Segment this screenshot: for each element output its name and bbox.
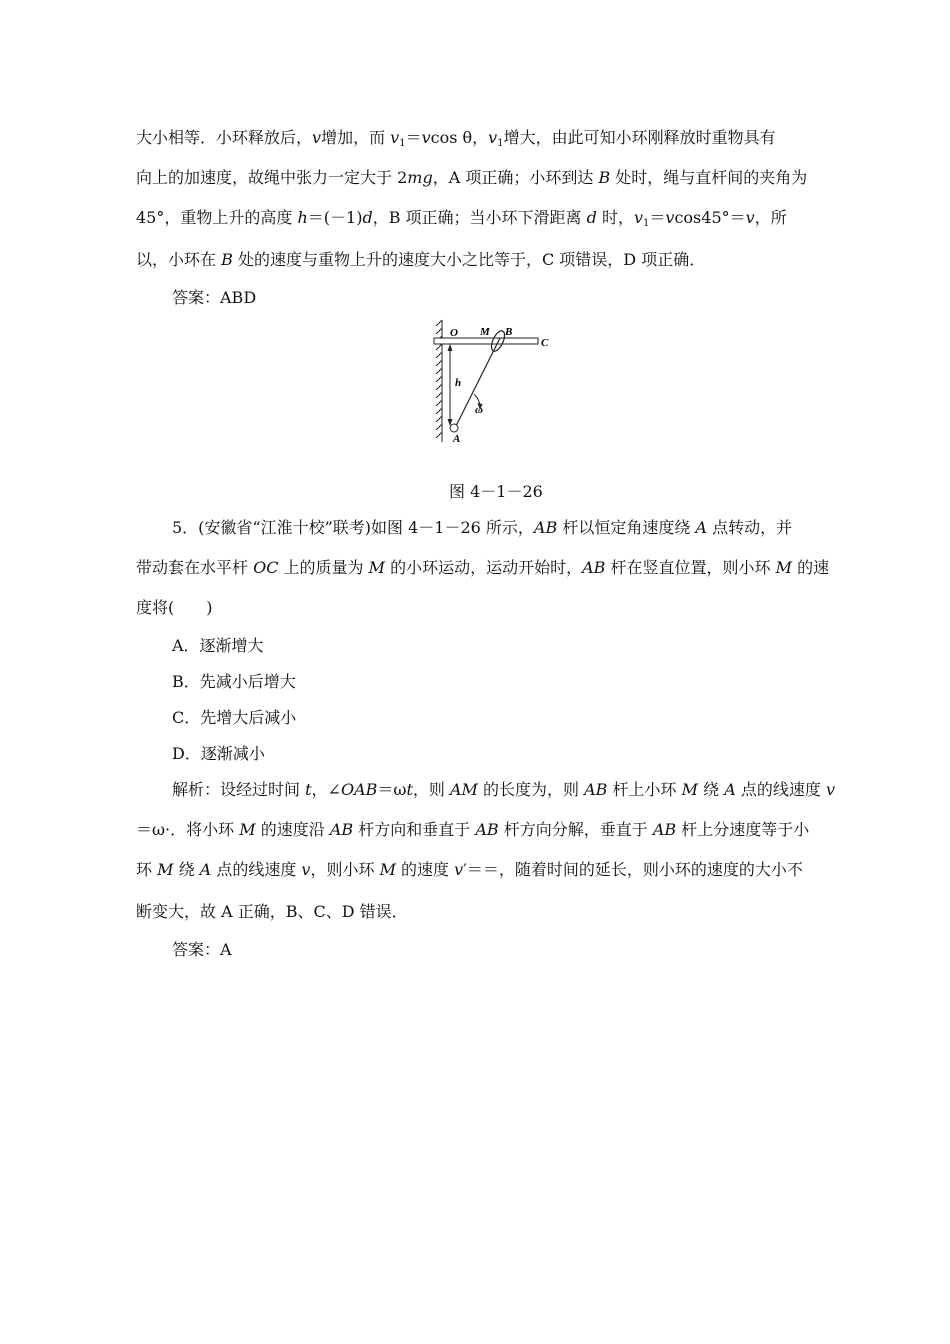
analysis-line-2: ＝ω·．将小环 M 的速度沿 AB 杆方向和垂直于 AB 杆方向分解，垂直于 AB 杆上分速度等于小 [136,820,810,839]
paragraph-line-2: 向上的加速度，故绳中张力一定大于 2mg，A 项正确；小环到达 B 处时，绳与直杆间的夹角为 [136,168,808,187]
pivot-a [450,424,458,432]
analysis-line-3: 环 M 绕 A 点的线速度 v，则小环 M 的速度 v′＝＝，随着时间的延长，则小环的速度的大小不 [136,860,803,879]
label-o: O [450,327,458,339]
label-omega: ω [475,404,483,416]
paragraph-line-1: 大小相等．小环释放后，v增加，而 $v_1=vcos$ θ，$v_1$增大，由此可知小环刚释放时重物具有 [136,128,776,149]
question-line-2: 带动套在水平杆 OC 上的质量为 M 的小环运动，运动开始时，AB 杆在竖直位置，则小环 M 的速 [136,558,830,577]
label-c: C [541,337,549,349]
paragraph-line-4: 以，小环在 B 处的速度与重物上升的速度大小之比等于，C 项错误，D 项正确． [136,250,706,269]
figure-rod-ring-diagram [428,314,558,449]
option-c: C．先增大后减小 [172,708,297,727]
label-b: B [505,326,513,338]
figure-caption: 图 4－1－26 [449,482,543,501]
arrowhead-up-icon [448,344,453,351]
option-b: B．先减小后增大 [172,672,296,691]
paragraph-line-3: 45°，重物上升的高度 h＝(－1)d，B 项正确；当小环下滑距离 d 时，$v_1=vcos45^\circ=v$，所 [136,208,787,229]
option-d: D．逐渐减小 [172,744,265,763]
label-h: h [455,377,462,389]
analysis-line-4: 断变大，故 A 正确，B、C、D 错误． [136,902,408,921]
analysis-line-1: 解析：设经过时间 t，∠OAB＝ωt，则 AM 的长度为，则 AB 杆上小环 M 绕 A 点的线速度 v [172,780,835,799]
answer-1: 答案：ABD [172,288,257,307]
label-a: A [453,433,461,445]
label-m: M [480,326,490,338]
question-line-1: 5．(安徽省“江淮十校”联考)如图 4－1－26 所示，AB 杆以恒定角速度绕 A 点转动，并 [172,518,793,537]
answer-2: 答案：A [172,940,232,959]
question-line-3: 度将( ) [136,598,213,617]
option-a: A．逐渐增大 [172,636,264,655]
